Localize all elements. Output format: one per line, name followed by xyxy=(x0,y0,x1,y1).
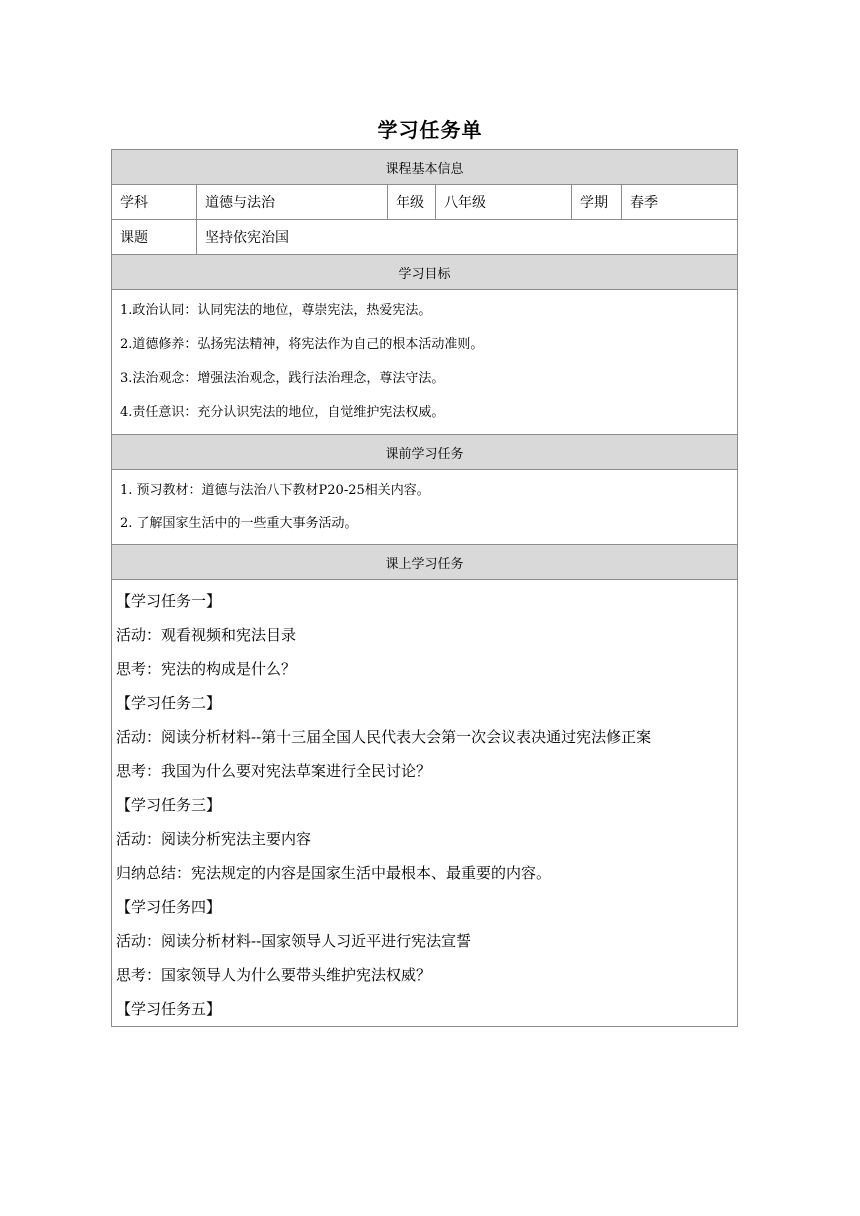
topic-label: 课题 xyxy=(112,220,197,255)
task-heading: 【学习任务二】 xyxy=(116,694,222,712)
grade-label: 年级 xyxy=(388,185,436,220)
task-heading: 【学习任务三】 xyxy=(116,796,222,814)
goals-list xyxy=(112,290,738,435)
task-line: 活动：阅读分析宪法主要内容 xyxy=(116,830,312,848)
task-heading: 【学习任务五】 xyxy=(116,1000,222,1018)
section-header-goals: 学习目标 xyxy=(112,255,738,290)
term-value: 春季 xyxy=(622,185,738,220)
task-line: 活动：阅读分析材料--国家领导人习近平进行宪法宣誓 xyxy=(116,932,472,950)
task-heading: 【学习任务一】 xyxy=(116,592,222,610)
subject-value: 道德与法治 xyxy=(197,185,388,220)
list-item: 1.政治认同：认同宪法的地位，尊崇宪法，热爱宪法。 xyxy=(120,303,432,318)
grade-value: 八年级 xyxy=(436,185,572,220)
document-title: 学习任务单 xyxy=(377,118,483,142)
in-class-tasks xyxy=(112,580,738,1027)
task-line: 思考：国家领导人为什么要带头维护宪法权威？ xyxy=(116,966,432,984)
task-line: 思考：宪法的构成是什么？ xyxy=(116,660,297,678)
task-heading: 【学习任务四】 xyxy=(116,898,222,916)
list-item: 4.责任意识：充分认识宪法的地位，自觉维护宪法权威。 xyxy=(120,405,445,420)
task-table xyxy=(111,149,738,1027)
list-item: 1. 预习教材：道德与法治八下教材P20-25相关内容。 xyxy=(120,483,430,498)
topic-value: 坚持依宪治国 xyxy=(197,220,738,255)
list-item: 3.法治观念：增强法治观念，践行法治理念，尊法守法。 xyxy=(120,371,445,386)
section-header-basic-info: 课程基本信息 xyxy=(112,150,738,185)
list-item: 2.道德修养：弘扬宪法精神，将宪法作为自己的根本活动准则。 xyxy=(120,337,484,352)
task-line: 活动：阅读分析材料--第十三届全国人民代表大会第一次会议表决通过宪法修正案 xyxy=(116,728,652,746)
term-label: 学期 xyxy=(572,185,622,220)
task-line: 活动：观看视频和宪法目录 xyxy=(116,626,297,644)
task-line: 思考：我国为什么要对宪法草案进行全民讨论？ xyxy=(116,762,432,780)
section-header-in-class: 课上学习任务 xyxy=(112,545,738,580)
task-line: 归纳总结：宪法规定的内容是国家生活中最根本、最重要的内容。 xyxy=(116,864,552,882)
pre-class-list xyxy=(112,470,738,545)
list-item: 2. 了解国家生活中的一些重大事务活动。 xyxy=(120,516,358,531)
subject-label: 学科 xyxy=(112,185,197,220)
section-header-pre-class: 课前学习任务 xyxy=(112,435,738,470)
